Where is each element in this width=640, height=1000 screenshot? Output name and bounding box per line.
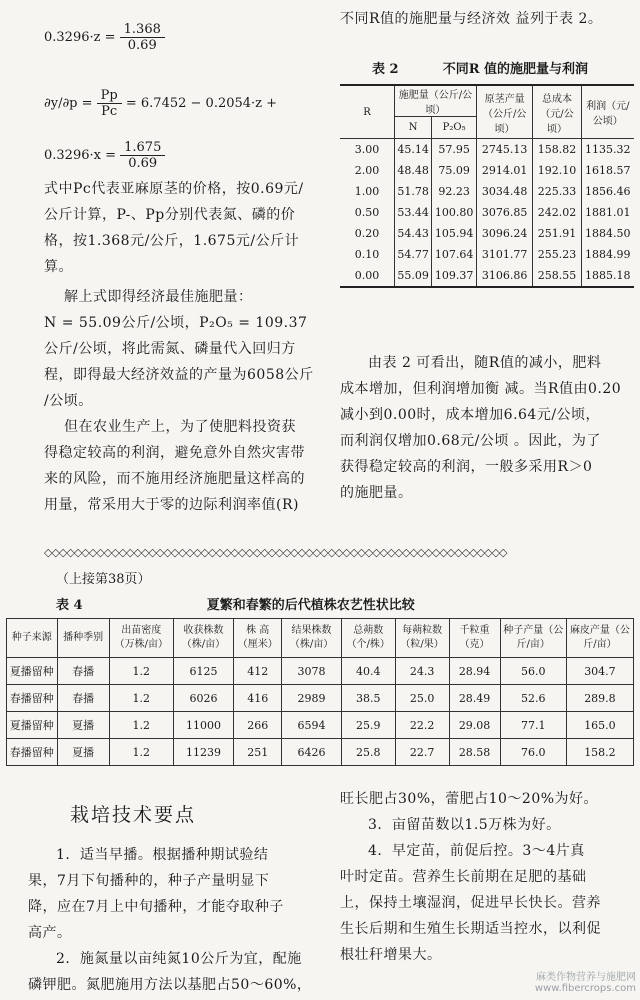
cell-p2o5: 100.80 [432,202,477,223]
paragraph-price-definitions [44,176,329,280]
section-title: 栽培技术要点 [70,804,197,826]
equation-2-numerator: Pp [97,88,122,104]
cell: 春播留种 [7,739,58,766]
cell-n: 55.09 [395,265,432,287]
cell: 25.8 [341,739,395,766]
table4-header: 株 高（厘米） [234,619,282,658]
cell: 6594 [282,712,342,739]
cell: 6026 [173,685,233,712]
cell: 158.2 [566,739,633,766]
cell-profit: 1856.46 [581,181,634,202]
table2-title: 不同R 值的施肥量与利润 [442,62,589,77]
cell: 22.7 [395,739,449,766]
cell-r: 0.10 [354,248,380,261]
cell: 38.5 [341,685,395,712]
cell-cost: 242.02 [533,202,581,223]
text-line: 上，保持土壤湿润，促进早长快长。营养 [340,895,601,911]
text-line: 但在农业生产上，为了使肥料投资获 [64,419,296,435]
paragraph-cultivation-points [28,842,328,998]
table-row [340,181,634,202]
cell-r: 1.00 [354,185,380,198]
text-line: 叶时定苗。营养生长前期在足肥的基础 [340,869,587,885]
cell-profit: 1618.57 [581,160,634,181]
table2-intro: 不同R值的施肥量与经济效 益列于表 2。 [340,11,603,27]
table2-header-cost: 总成本（元/公顷） [533,85,581,139]
cell: 夏播 [57,712,109,739]
table4-header: 种子产量（公斤/亩） [500,619,566,658]
cell-profit: 1884.99 [581,244,634,265]
text-line: 根壮秆增果大。 [340,947,442,963]
equation-1-numerator: 1.368 [120,22,165,38]
equation-1-denominator: 0.69 [127,38,157,53]
table-row [7,685,634,712]
table4-header: 麻皮产量（公斤/亩） [566,619,633,658]
table2-header-fertilizer: 施肥量（公斤/公顷） [395,85,477,117]
cell-yield: 2914.01 [476,160,533,181]
cell: 1.2 [109,739,173,766]
text-line: 而利润仅增加0.68元/公顷 。因此，为了 [340,433,601,449]
cell: 25.9 [341,712,395,739]
text-line: 旺长肥占30%，蕾肥占10～20%为好。 [340,791,599,807]
cell-profit: 1881.01 [581,202,634,223]
table2 [340,84,634,288]
cell: 77.1 [500,712,566,739]
table4-header: 种子来源 [7,619,58,658]
table2-label: 表 2 [372,62,399,77]
table4-header: 千粒重（克） [449,619,500,658]
text-line: 由表 2 可看出，随R值的减小，肥料 [368,355,602,371]
table-row [7,712,634,739]
cell-yield: 3101.77 [476,244,533,265]
equation-3-lhs: 0.3296·x = [44,148,116,163]
text-line: 公斤计算，P-、Pp分别代表氮、磷的价 [44,207,296,223]
cell: 1.2 [109,712,173,739]
table-row [340,223,634,244]
cell: 289.8 [566,685,633,712]
cell-profit: 1884.50 [581,223,634,244]
section-divider: ◇◇◇◇◇◇◇◇◇◇◇◇◇◇◇◇◇◇◇◇◇◇◇◇◇◇◇◇◇◇◇◇◇◇◇◇◇◇◇◇◇◇◇◇◇◇◇◇◇◇◇◇◇◇◇◇◇◇◇◇◇◇ [44,546,507,559]
cell-cost: 255.23 [533,244,581,265]
table2-header-profit: 利润（元/公顷） [581,85,634,139]
cell-r: 0.20 [354,227,380,240]
text-line: 2．施氮量以亩纯氮10公斤为宜，配施 [56,951,302,967]
cell: 40.4 [341,658,395,685]
cell: 304.7 [566,658,633,685]
text-line: 成本增加，但利润增加衡 减。当R值由0.20 [340,381,622,397]
equation-2-lhs: ∂y/∂p = [44,96,93,111]
cell-yield: 3076.85 [476,202,533,223]
cell: 6426 [282,739,342,766]
cell-yield: 3034.48 [476,181,533,202]
cell-cost: 251.91 [533,223,581,244]
cell: 22.2 [395,712,449,739]
table4-header: 播种季别 [57,619,109,658]
table2-header-p2o5: P₂O₅ [432,117,477,139]
paragraph-marginal-rate [44,414,329,518]
cell-cost: 192.10 [533,160,581,181]
cell: 28.94 [449,658,500,685]
equation-2-rhs: = 6.7452 − 0.2054·z + [125,96,278,111]
cell-p2o5: 92.23 [432,181,477,202]
continued-note: （上接第38页） [56,572,151,587]
cell: 412 [234,658,282,685]
cell: 251 [234,739,282,766]
cell-p2o5: 75.09 [432,160,477,181]
text-line: 1．适当早播。根据播种期试验结 [56,847,269,863]
text-line: 算。 [44,259,73,275]
text-line: 解上式即得经济最佳施肥量： [64,289,253,305]
cell: 28.58 [449,739,500,766]
equation-1 [44,22,165,53]
equation-2 [44,88,277,119]
cell-cost: 158.82 [533,139,581,161]
table-row [340,202,634,223]
cell-p2o5: 109.37 [432,265,477,287]
table2-header-yield: 原茎产量（公斤/公顷） [476,85,533,139]
cell-profit: 1885.18 [581,265,634,287]
paragraph-table2-analysis [340,350,632,506]
text-line: 获得稳定较高的利润，一般多采用R＞0 [340,459,593,475]
table4-title: 夏繁和春繁的后代植株农艺性状比较 [206,598,415,613]
table4 [6,618,634,766]
text-line: 程，即得最大经济效益的产量为6058公斤 [44,367,314,383]
table2-header-n: N [395,117,432,139]
cell: 56.0 [500,658,566,685]
cell: 夏播留种 [7,658,58,685]
cell: 春播留种 [7,685,58,712]
text-line: 磷钾肥。氮肥施用方法以基肥占50～60%， [28,977,312,993]
cell-n: 48.48 [395,160,432,181]
table4-header: 收获株数（株/亩） [173,619,233,658]
table2-header-r: R [363,106,371,118]
cell-n: 51.78 [395,181,432,202]
cell: 1.2 [109,685,173,712]
equation-3-fraction [120,140,165,171]
cell-r: 0.50 [354,206,380,219]
table4-header: 结果株数（株/亩） [282,619,342,658]
table-row [7,658,634,685]
watermark-line: www.fibercrops.com [534,983,636,994]
cell-n: 45.14 [395,139,432,161]
table-row [340,160,634,181]
text-line: 格，按1.368元/公斤，1.675元/公斤计 [44,233,300,249]
text-line: 生长后期和生殖生长期适当控水，以利促 [340,921,601,937]
cell-n: 53.44 [395,202,432,223]
text-line: 减小到0.00时，成本增加6.64元/公顷， [340,407,601,423]
text-line: 式中Pc代表亚麻原茎的价格，按0.69元/ [44,181,304,197]
cell: 29.08 [449,712,500,739]
text-line: 公斤/公顷，将此需氮、磷量代入回归方 [44,341,296,357]
cell: 266 [234,712,282,739]
cell: 52.6 [500,685,566,712]
cell: 24.3 [395,658,449,685]
table4-caption [56,594,415,613]
table4-label: 表 4 [56,598,83,613]
cell: 6125 [173,658,233,685]
text-line: 3．亩留苗数以1.5万株为好。 [368,817,561,833]
text-line: 果，7月下旬播种的，种子产量明显下 [28,873,270,889]
cell: 夏播留种 [7,712,58,739]
cell: 3078 [282,658,342,685]
cell-cost: 258.55 [533,265,581,287]
cell-yield: 3106.86 [476,265,533,287]
text-line: 4．早定苗，前促后控。3～4片真 [368,843,585,859]
table-row [7,739,634,766]
cell: 416 [234,685,282,712]
table4-header: 出苗密度（万株/亩） [109,619,173,658]
cell: 夏播 [57,739,109,766]
cell: 25.0 [395,685,449,712]
cell-n: 54.77 [395,244,432,265]
cell-r: 3.00 [354,143,380,156]
cell: 春播 [57,658,109,685]
cell: 165.0 [566,712,633,739]
equation-2-denominator: Pc [101,104,118,119]
text-line: 高产。 [28,925,72,941]
text-line: 降，应在7月上中旬播种，才能夺取种子 [28,899,284,915]
cell: 1.2 [109,658,173,685]
cell-yield: 2745.13 [476,139,533,161]
text-line: 来的风险，而不施用经济施肥量这样高的 [44,471,305,487]
text-line: 得稳定较高的利润，避免意外自然灾害带 [44,445,305,461]
table-row [340,139,634,161]
cell-n: 54.43 [395,223,432,244]
table2-caption [372,58,588,77]
watermark-line: 麻类作物营养与施肥网 [536,972,636,983]
cell-p2o5: 107.64 [432,244,477,265]
equation-1-fraction [120,22,165,53]
cell-p2o5: 105.94 [432,223,477,244]
table4-header: 每蒴粒数（粒/果） [395,619,449,658]
paragraph-cultivation-continued [340,786,636,968]
cell-cost: 225.33 [533,181,581,202]
text-line: /公顷。 [44,393,93,409]
cell: 11000 [173,712,233,739]
table4-header: 总蒴数（个/株） [341,619,395,658]
equation-3 [44,140,165,171]
cell-r: 2.00 [354,164,380,177]
cell: 春播 [57,685,109,712]
cell: 28.49 [449,685,500,712]
cell-yield: 3096.24 [476,223,533,244]
cell: 2989 [282,685,342,712]
cell-r: 0.00 [354,269,380,282]
paragraph-optimal-rate [44,284,329,414]
cell: 76.0 [500,739,566,766]
equation-3-numerator: 1.675 [120,140,165,156]
site-watermark [526,968,636,994]
cell: 11239 [173,739,233,766]
text-line: 的施肥量。 [340,485,413,501]
equation-2-fraction [97,88,122,119]
text-line: N = 55.09公斤/公顷，P₂O₅ = 109.37 [44,315,308,331]
table-row [340,244,634,265]
text-line: 用量，常采用大于零的边际利润率值(R) [44,497,299,513]
equation-1-lhs: 0.3296·z = [44,30,116,45]
cell-profit: 1135.32 [581,139,634,161]
cell-p2o5: 57.95 [432,139,477,161]
table-row [340,265,634,287]
equation-3-denominator: 0.69 [128,156,158,171]
